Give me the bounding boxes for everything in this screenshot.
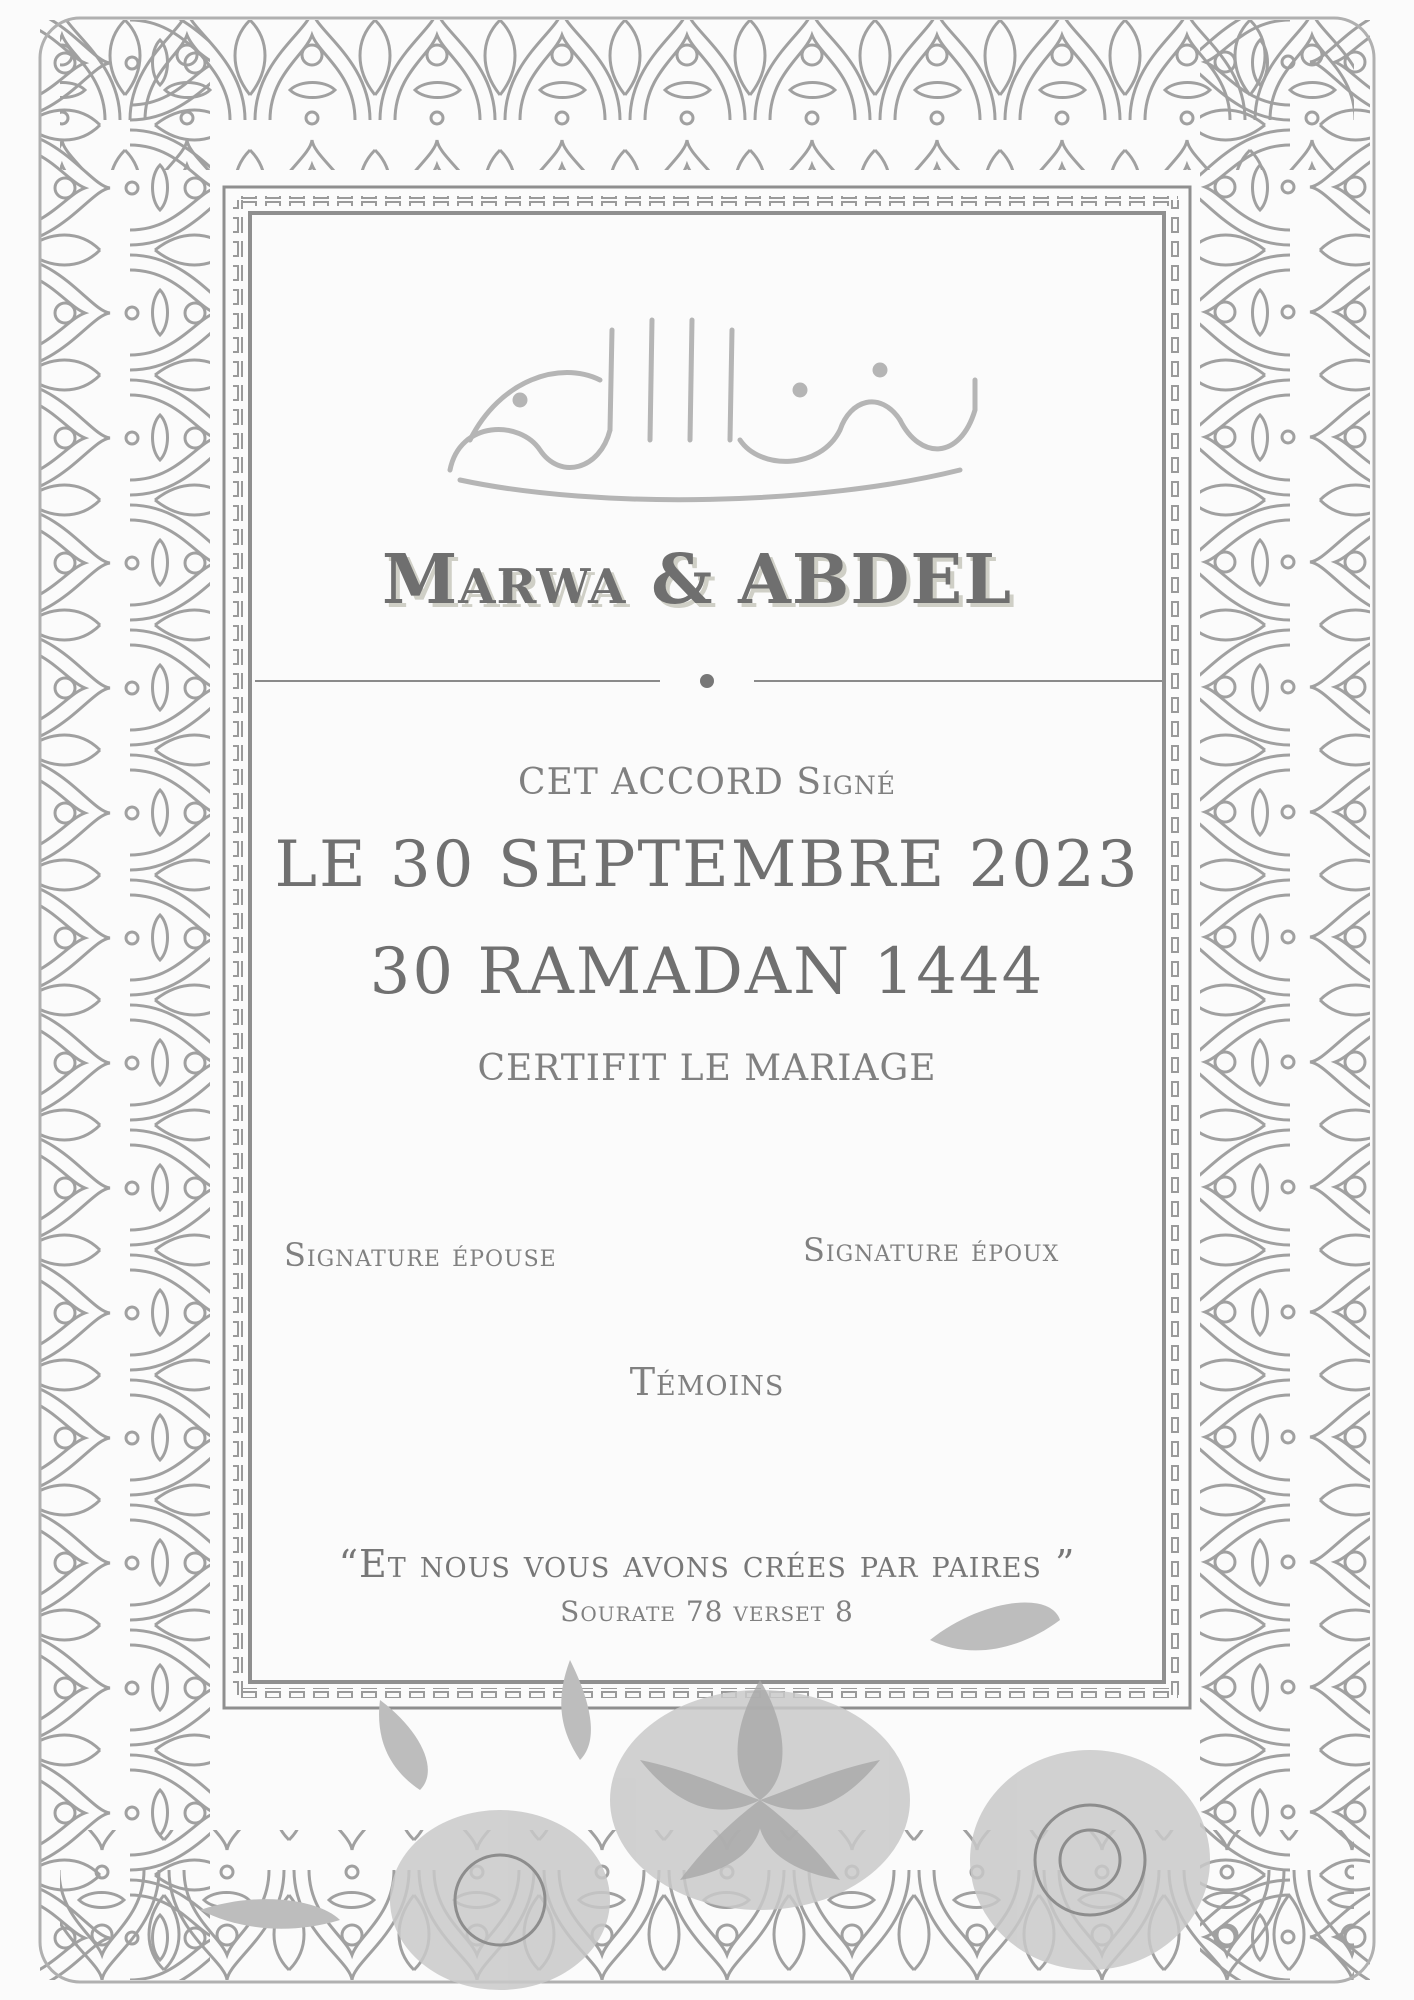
couple-names: Marwa & ABDEL <box>381 540 1013 620</box>
quran-quote: “Et nous vous avons crées par paires ” <box>338 1542 1076 1586</box>
inner-border-dashes-right <box>1171 200 1181 1695</box>
ornament-right-band <box>1200 20 1370 1980</box>
inner-border-dashes-top <box>236 196 1178 206</box>
hijri-date: 30 RAMADAN 1444 <box>369 935 1045 1009</box>
ornament-left-band <box>40 20 210 1980</box>
witnesses-label: Témoins <box>629 1360 785 1404</box>
inner-border-dashes-left <box>233 200 243 1695</box>
certify-line: CERTIFIT LE MARIAGE <box>477 1048 937 1089</box>
gregorian-date: LE 30 SEPTEMBRE 2023 <box>274 828 1140 902</box>
quote-reference: Sourate 78 verset 8 <box>560 1595 854 1628</box>
ornament-top-band <box>60 20 1354 170</box>
signature-bride-label: Signature épouse <box>284 1236 557 1274</box>
signature-groom-label: Signature époux <box>803 1231 1060 1269</box>
agreement-line: CET ACCORD Signé <box>518 762 896 803</box>
inner-border-dashes-bottom <box>236 1688 1178 1698</box>
